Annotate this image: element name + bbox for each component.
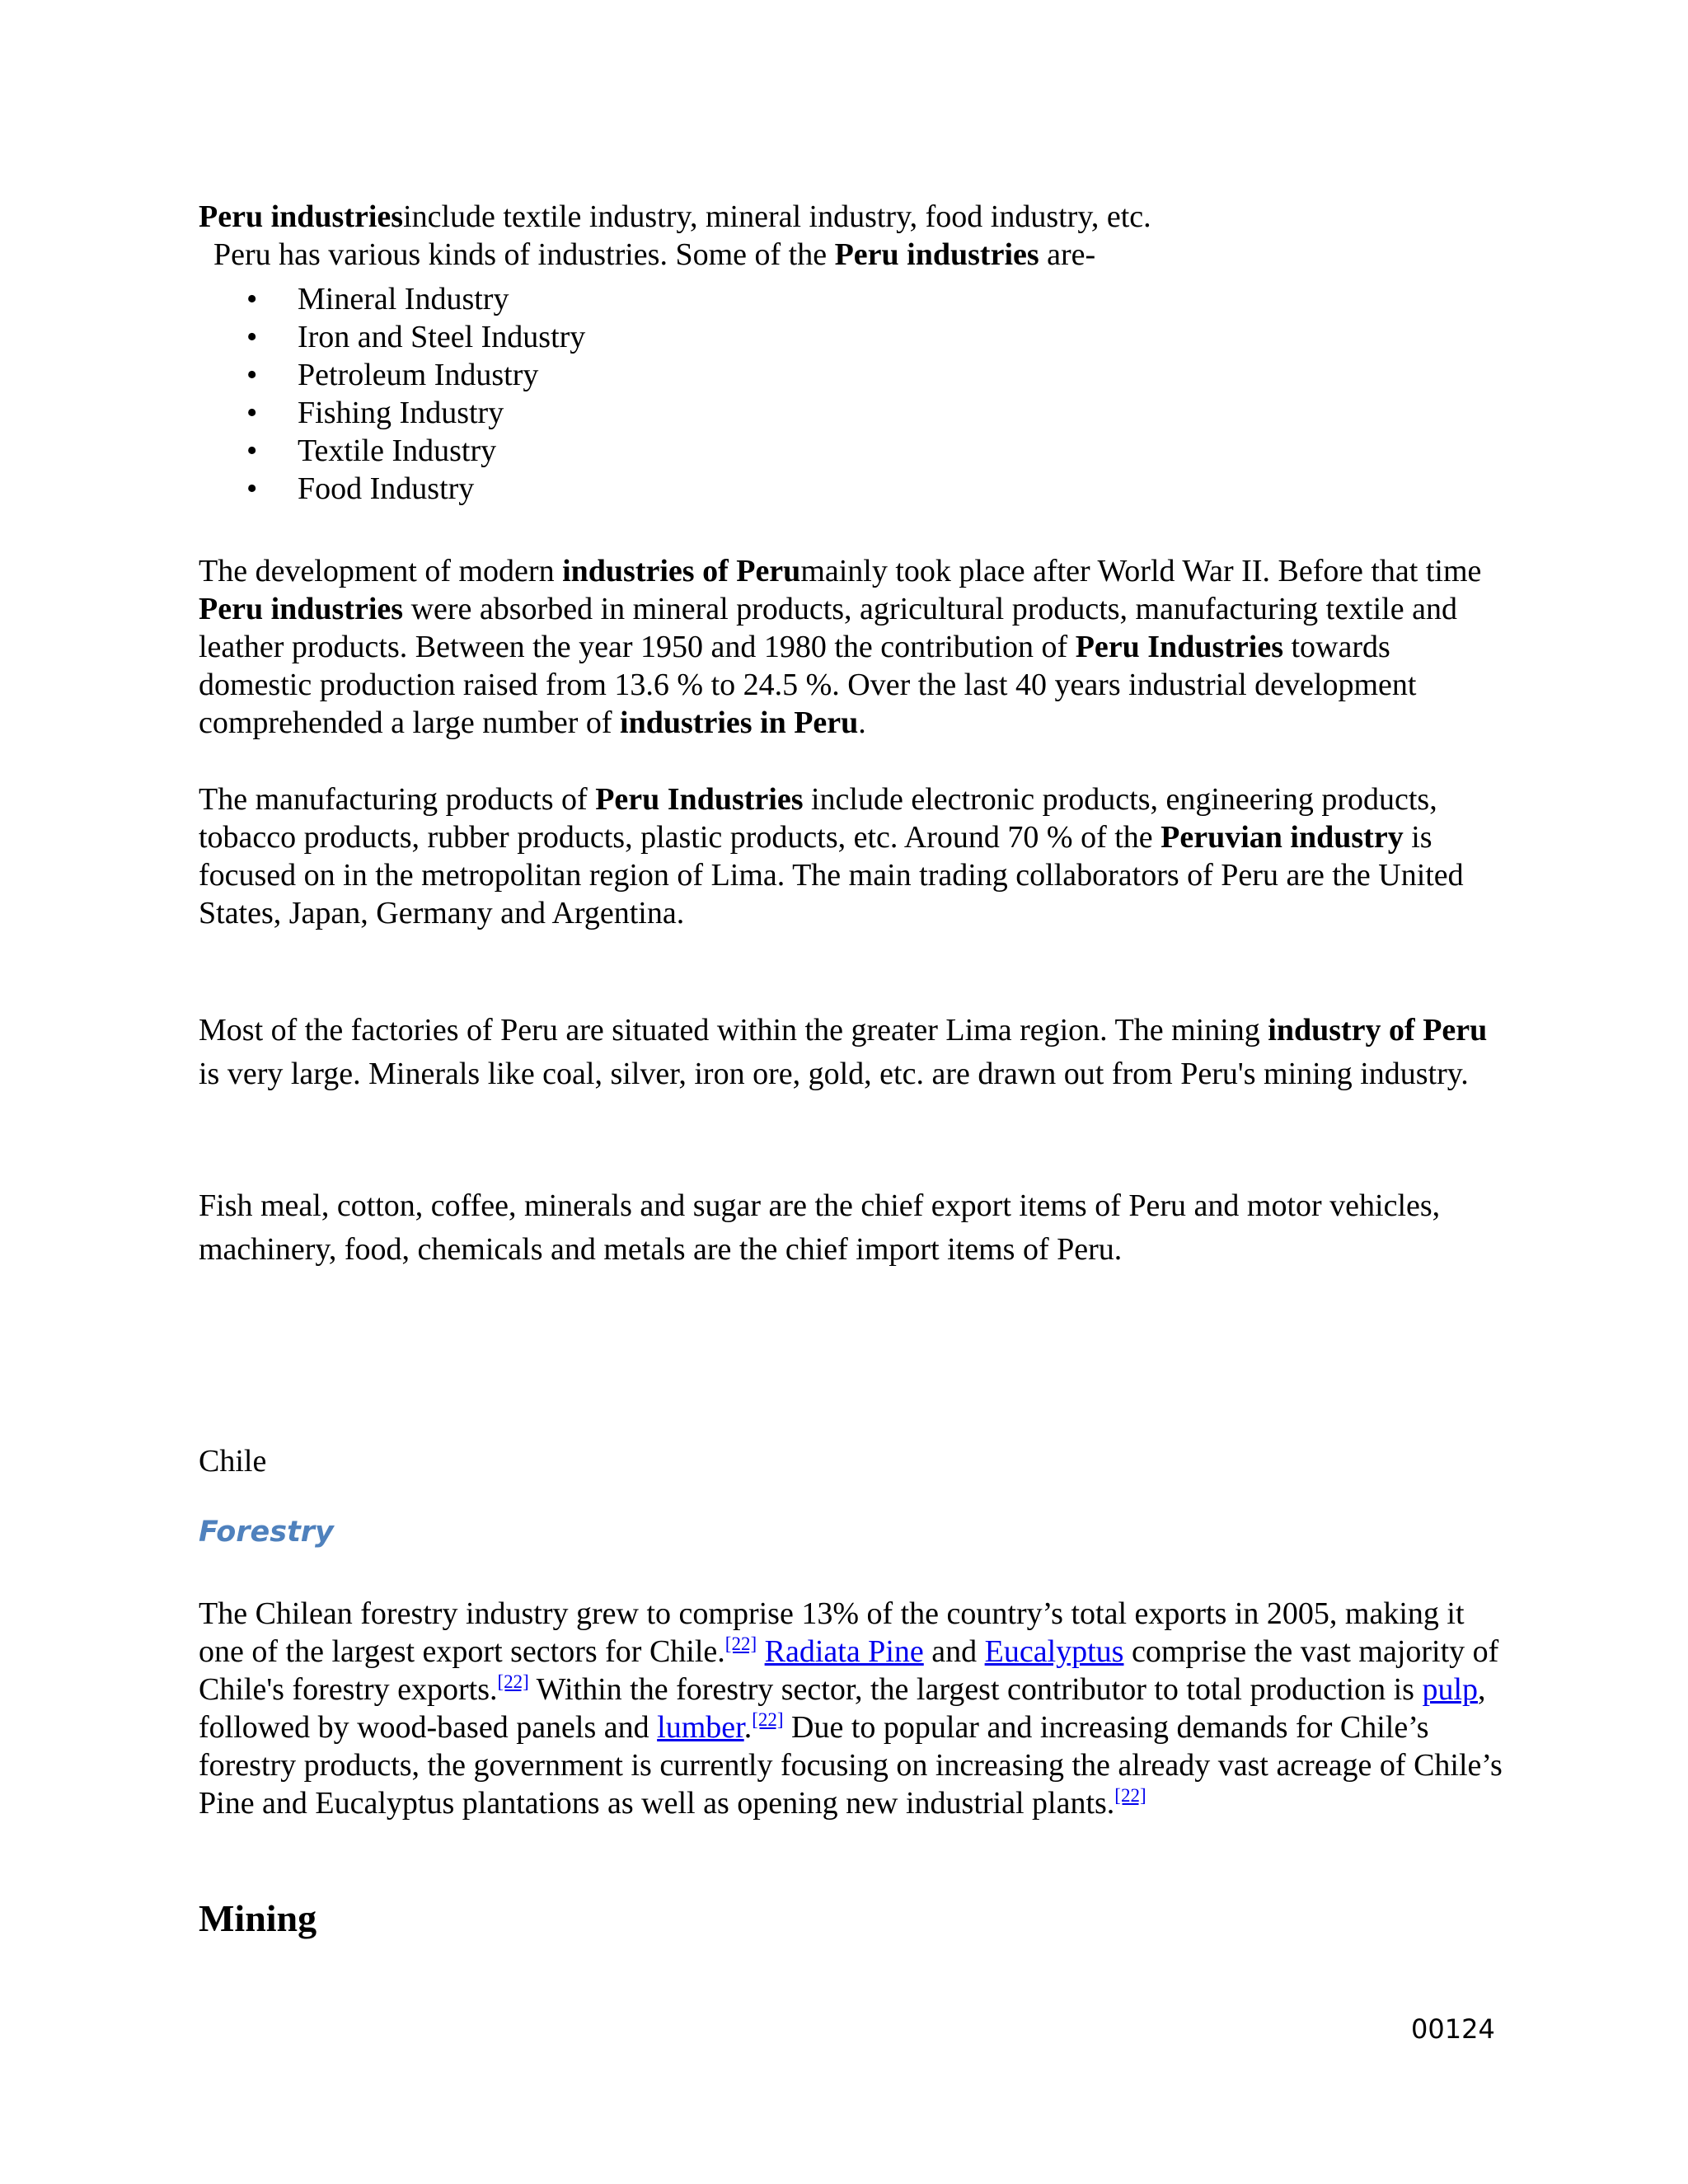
chile-label: Chile bbox=[199, 1444, 267, 1479]
pulp-link[interactable]: pulp bbox=[1422, 1672, 1478, 1707]
lumber-link[interactable]: lumber bbox=[657, 1710, 744, 1745]
industry-list bbox=[199, 280, 585, 508]
bold-term: industries in Peru bbox=[620, 705, 859, 740]
text-run: Due to popular and increasing demands for Chile’s forestry products, the government is currently focusing on increasing the already vast acreage of Chile’s Pine and Eucalyptus plantations as well as opening new industrial plants. bbox=[199, 1710, 1503, 1821]
bold-term: Peru industries bbox=[199, 199, 404, 234]
text-run: Peru has various kinds of industries. Some of the bbox=[213, 237, 835, 272]
list-item bbox=[199, 356, 585, 394]
text-run: mainly took place after World War II. Before that time bbox=[800, 554, 1482, 588]
list-item-label: Fishing Industry bbox=[298, 396, 504, 430]
mining-heading: Mining bbox=[199, 1897, 317, 1939]
radiata-pine-link[interactable]: Radiata Pine bbox=[764, 1634, 924, 1669]
page-number: 00124 bbox=[1411, 2013, 1495, 2045]
list-item-label: Food Industry bbox=[298, 471, 475, 506]
eucalyptus-link[interactable]: Eucalyptus bbox=[984, 1634, 1124, 1669]
bullet-icon: • bbox=[246, 358, 258, 392]
bold-term: Peruvian industry bbox=[1160, 820, 1404, 855]
intro-line-1 bbox=[199, 198, 1151, 236]
citation-link[interactable]: [22] bbox=[724, 1633, 757, 1654]
text-run: is very large. Minerals like coal, silver, iron ore, gold, etc. are drawn out from Peru's mining industry. bbox=[199, 1057, 1469, 1091]
bold-term: Peru Industries bbox=[1075, 630, 1283, 664]
text-run: The Chilean forestry industry grew to comprise 13% of the country’s total exports in 2005, making it one of the largest export sectors for Chile. bbox=[199, 1596, 1465, 1669]
bullet-icon: • bbox=[246, 434, 258, 468]
citation-link[interactable]: [22] bbox=[1114, 1785, 1146, 1806]
development-paragraph bbox=[199, 552, 1493, 742]
list-item-label: Petroleum Industry bbox=[298, 358, 539, 392]
text-run: include electronic products, engineering products, tobacco products, rubber products, plastic products, etc. Around 70 % of the bbox=[199, 782, 1437, 855]
text-run: were absorbed in mineral products, agricultural products, manufacturing textile and leather products. Between the year 1950 and 1980 the contribution of bbox=[199, 592, 1457, 664]
text-run: Within the forestry sector, the largest contributor to total production is bbox=[528, 1672, 1423, 1707]
text-run: The manufacturing products of bbox=[199, 782, 596, 817]
text-run: is focused on in the metropolitan region of Lima. The main trading collaborators of Peru are the United States, Japan, Germany and Argentina. bbox=[199, 820, 1464, 930]
text-run: The development of modern bbox=[199, 554, 563, 588]
intro-line-2 bbox=[213, 236, 1095, 274]
text-run: towards domestic production raised from 13.6 % to 24.5 %. Over the last 40 years industrial development comprehended a large number of bbox=[199, 630, 1417, 740]
bold-term: industries of Peru bbox=[562, 554, 801, 588]
list-item-label: Mineral Industry bbox=[298, 282, 509, 316]
factories-paragraph bbox=[199, 1009, 1493, 1096]
citation-link[interactable]: [22] bbox=[752, 1709, 784, 1730]
text-run: . bbox=[858, 705, 866, 740]
bullet-icon: • bbox=[246, 471, 258, 506]
manufacturing-paragraph bbox=[199, 780, 1493, 932]
forestry-paragraph bbox=[199, 1595, 1509, 1822]
list-item-label: Textile Industry bbox=[298, 434, 497, 468]
bold-term: Peru Industries bbox=[595, 782, 804, 817]
list-item bbox=[199, 470, 585, 508]
bullet-icon: • bbox=[246, 320, 258, 354]
bold-term: Peru industries bbox=[834, 237, 1039, 272]
forestry-heading: Forestry bbox=[199, 1516, 334, 1549]
text-run: , followed by wood-based panels and bbox=[199, 1672, 1486, 1745]
citation-link[interactable]: [22] bbox=[497, 1671, 529, 1692]
text-run: are- bbox=[1039, 237, 1096, 272]
exports-paragraph: Fish meal, cotton, coffee, minerals and sugar are the chief export items of Peru and motor vehicles, machinery, food, chemicals and metals are the chief import items of Peru. bbox=[199, 1188, 1441, 1267]
text-run: and bbox=[923, 1634, 985, 1669]
bullet-icon: • bbox=[246, 396, 258, 430]
list-item bbox=[199, 432, 585, 470]
bullet-icon: • bbox=[246, 282, 258, 316]
text-run: comprise the vast majority of Chile's forestry exports. bbox=[199, 1634, 1499, 1707]
list-item bbox=[199, 280, 585, 318]
list-item-label: Iron and Steel Industry bbox=[298, 320, 586, 354]
bold-term: industry of Peru bbox=[1268, 1013, 1488, 1047]
list-item bbox=[199, 318, 585, 356]
text-run: . bbox=[743, 1710, 753, 1745]
bold-term: Peru industries bbox=[199, 592, 404, 626]
list-item bbox=[199, 394, 585, 432]
text-run: Most of the factories of Peru are situated within the greater Lima region. The mining bbox=[199, 1013, 1268, 1047]
text-run: include textile industry, mineral industry, food industry, etc. bbox=[403, 199, 1151, 234]
